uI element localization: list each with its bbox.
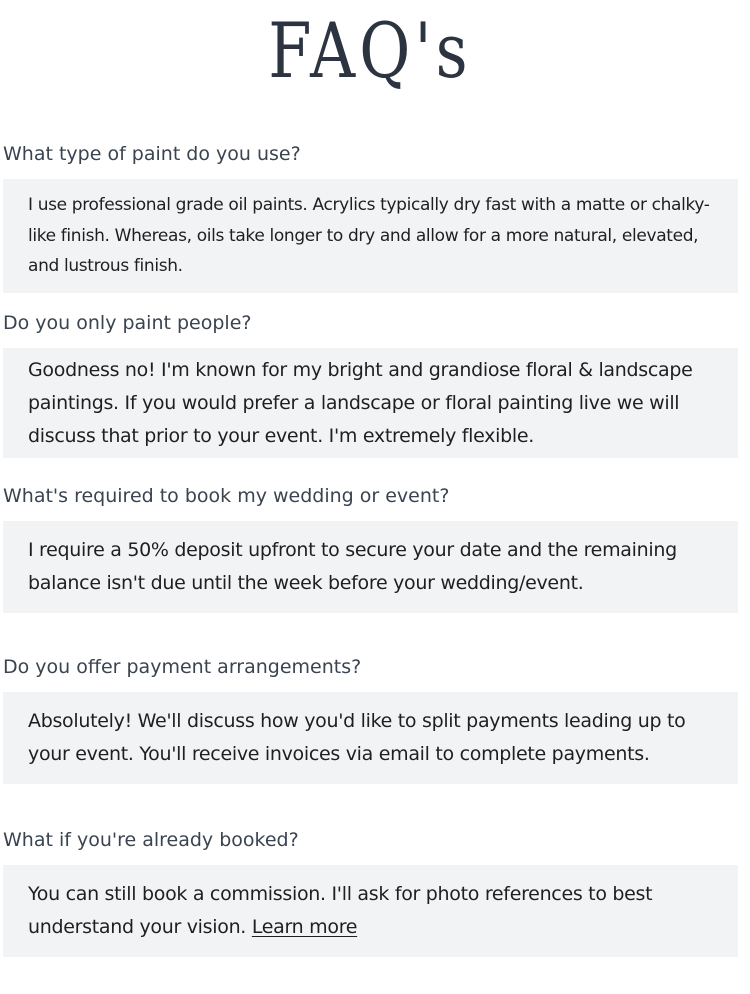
faq-answer-payment-arrangements [3,692,738,784]
faq-answer-text: I require a 50% deposit upfront to secure your date and the remaining balance isn't due until the week before your wedding/event. [28,539,677,594]
faq-question-only-people: Do you only paint people? [3,312,252,334]
faq-answer-already-booked [3,865,738,957]
faq-answer-text: I use professional grade oil paints. Acrylics typically dry fast with a matte or chalky-like finish. Whereas, oils take longer to dry and allow for a more natural, elevated, and lustrous finish. [28,195,710,277]
faq-question-already-booked: What if you're already booked? [3,829,299,851]
faq-answer-paint-type [3,179,738,293]
faq-answer-text [28,878,716,944]
faq-question-paint-type: What type of paint do you use? [3,143,301,165]
faq-answer-only-people [3,348,738,458]
faq-answer-body: You can still book a commission. I'll ask for photo references to best understand your vision. [28,883,653,938]
page-title: FAQ's [268,6,472,95]
faq-answer-text: Goodness no! I'm known for my bright and grandiose floral & landscape paintings. If you would prefer a landscape or floral painting live we will discuss that prior to your event. I'm extremely flexible. [28,358,693,447]
faq-question-booking-requirements: What's required to book my wedding or event? [3,485,450,507]
faq-question-payment-arrangements: Do you offer payment arrangements? [3,656,362,678]
faq-answer-text: Absolutely! We'll discuss how you'd like to split payments leading up to your event. You'll receive invoices via email to complete payments. [28,710,686,765]
learn-more-link[interactable]: Learn more [251,916,358,938]
faq-answer-booking-requirements [3,521,738,613]
